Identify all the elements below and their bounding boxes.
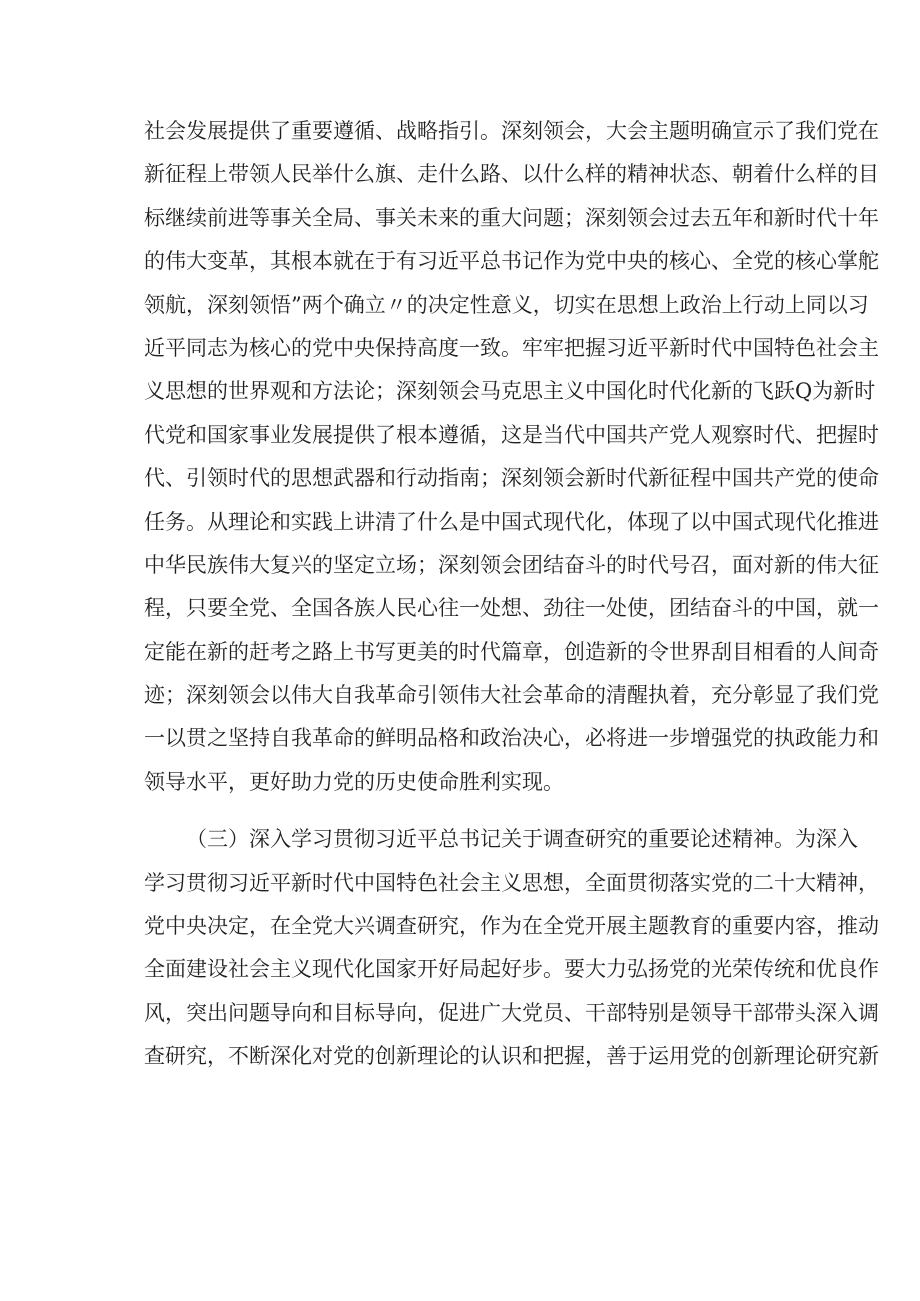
text-line: 一以贯之坚持自我革命的鲜明品格和政治决心，必将进一步增强党的执政能力和 [144, 726, 879, 751]
text-line: 迹；深刻领会以伟大自我革命引领伟大社会革命的清醒执着，充分彰显了我们党 [144, 683, 879, 708]
text-line: 代党和国家事业发展提供了根本遵循，这是当代中国共产党人观察时代、把握时 [144, 422, 879, 447]
text-line: 新征程上带领人民举什么旗、走什么路、以什么样的精神状态、朝着什么样的目 [144, 162, 879, 187]
paragraph-spacing [144, 804, 784, 818]
text-line: 查研究，不断深化对党的创新理论的认识和把握，善于运用党的创新理论研究新 [144, 1044, 879, 1069]
text-line: 党中央决定，在全党大兴调查研究，作为在全党开展主题教育的重要内容，推动 [144, 914, 879, 939]
text-line: 领航，深刻领悟”两个确立〃的决定性意义，切实在思想上政治上行动上同以习 [144, 292, 869, 317]
paragraph [144, 818, 879, 1078]
text-line: 领导水平，更好助力党的历史使命胜利实现。 [144, 769, 564, 794]
text-line: 义思想的世界观和方法论；深刻领会马克思主义中国化时代化新的飞跃Q为新时 [144, 379, 876, 404]
paragraph [144, 110, 879, 804]
text-line: 标继续前进等事关全局、事关未来的重大问题；深刻领会过去五年和新时代十年 [144, 205, 879, 230]
text-line: 近平同志为核心的党中央保持高度一致。牢牢把握习近平新时代中国特色社会主 [144, 335, 879, 360]
text-line: 社会发展提供了重要遵循、战略指引。深刻领会，大会主题明确宣示了我们党在 [144, 119, 879, 143]
text-line: 的伟大变革，其根本就在于有习近平总书记作为党中央的核心、全党的核心掌舵 [144, 249, 879, 274]
text-line: 程，只要全党、全国各族人民心往一处想、劲往一处使，团结奋斗的中国，就一 [144, 596, 879, 621]
text-line: 任务。从理论和实践上讲清了什么是中国式现代化，体现了以中国式现代化推进 [144, 509, 879, 534]
text-line: 全面建设社会主义现代化国家开好局起好步。要大力弘扬党的光荣传统和优良作 [144, 957, 879, 982]
text-line: 代、引领时代的思想武器和行动指南；深刻领会新时代新征程中国共产党的使命 [144, 466, 879, 491]
text-line: 定能在新的赶考之路上书写更美的时代篇章，创造新的令世界刮目相看的人间奇 [144, 639, 879, 664]
text-line: 风，突出问题导向和目标导向，促进广大党员、干部特别是领导干部带头深入调 [144, 1000, 879, 1025]
document-body [144, 110, 879, 1079]
text-line: 中华民族伟大复兴的坚定立场；深刻领会团结奋斗的时代号召，面对新的伟大征 [144, 552, 879, 577]
text-line: （三）深入学习贯彻习近平总书记关于调查研究的重要论述精神。为深入 [186, 827, 858, 852]
text-line: 学习贯彻习近平新时代中国特色社会主义思想，全面贯彻落实党的二十大精神， [144, 870, 879, 895]
